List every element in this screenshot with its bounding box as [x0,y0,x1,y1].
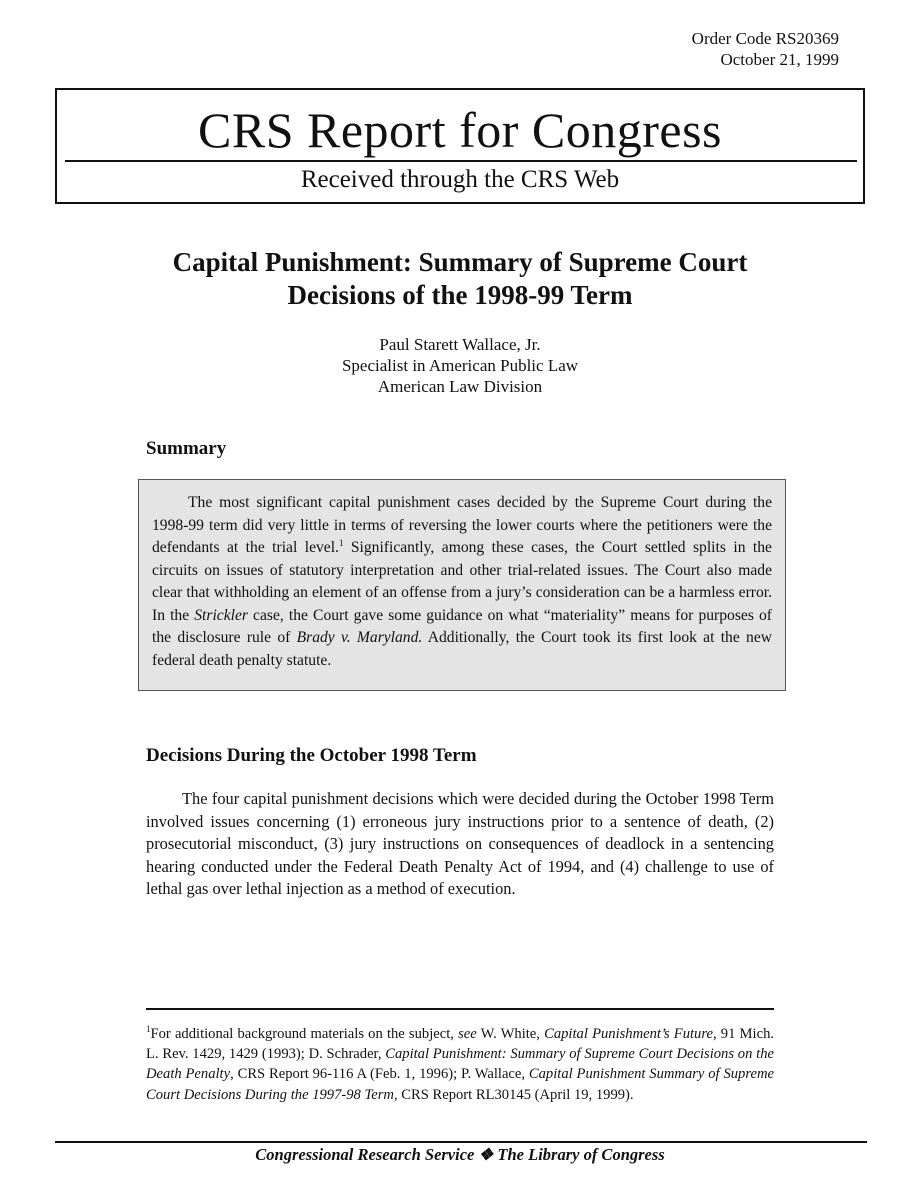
summary-paragraph [152,492,772,672]
document-title [100,246,820,312]
summary-text-2: Significantly, among these cases, the Court settled splits in the circuits on issues of statutory interpretation and other trial-related issues. The Court also made clear that withholding an element of an offense from a jury’s consideration can be a harmless error. In the [152,539,772,624]
report-header-subtitle: Received through the CRS Web [300,166,620,193]
footnote-ref-1: Capital Punishment’s Future [544,1026,713,1042]
report-header [55,88,865,204]
footnote-text-c: , 91 Mich. L. Rev. 1429, 1429 (1993); D. Schrader, [146,1026,775,1063]
author-division: American Law Division [377,377,543,396]
footnote-reference[interactable]: 1 [338,538,344,548]
footnote-text-b: W. White, [476,1026,545,1042]
footnote-divider [146,1008,774,1010]
order-code: Order Code RS20369 [691,29,839,48]
summary-text-4: Additionally, the Court took its first look at the new federal death penalty statute. [152,629,773,669]
footnote-text-a: For additional background materials on the subject, [150,1026,459,1042]
document-title-line1: Capital Punishment: Summary of Supreme Court [172,247,748,277]
footnote-text-d: , CRS Report 96-116 A (Feb. 1, 1996); P. Wallace, [230,1066,529,1083]
footnote-ref-3: Capital Punishment Summary of Supreme Court Decisions During the 1997-98 Term [146,1066,774,1103]
summary-box [138,479,786,691]
header-divider [65,160,857,162]
order-info [692,28,839,70]
summary-heading: Summary [146,438,227,459]
section-heading: Decisions During the October 1998 Term [146,745,477,766]
footnote-mark: 1 [146,1024,151,1034]
footnote [146,1024,774,1105]
footnote-ref-2: Capital Punishment: Summary of Supreme Court Decisions on the Death Penalty [146,1046,774,1083]
footer-divider [55,1141,867,1143]
author-title: Specialist in American Public Law [341,356,579,375]
report-header-title: CRS Report for Congress [198,102,722,158]
summary-text-1: The most significant capital punishment cases decided by the Supreme Court during the 1998-99 term did very little in terms of reversing the lower courts where the petitioners were the defendants at the trial level. [152,494,772,556]
author-block [200,334,720,397]
footnote-text-e: , CRS Report RL30145 (April 19, 1999). [393,1086,634,1103]
document-title-line2: Decisions of the 1998-99 Term [287,280,633,310]
author-name: Paul Starett Wallace, Jr. [379,335,541,354]
case-name-brady: Brady v. Maryland. [296,629,423,646]
summary-text-3: case, the Court gave some guidance on what “materiality” means for purposes of the disclosure rule of [152,606,772,646]
footer-text: Congressional Research Service ❖ The Library of Congress [255,1145,665,1164]
case-name-strickler: Strickler [194,606,248,624]
section-body: The four capital punishment decisions which were decided during the October 1998 Term involved issues concerning (1) erroneous jury instructions prior to a sentence of death, (2) prosecutorial misconduct, (3) jury instructions on consequences of deadlock in a sentencing hearing conducted under the Federal Death Penalty Act of 1994, and (4) challenge to use of lethal gas over lethal injection as a method of execution. [146,789,774,898]
order-date: October 21, 1999 [720,50,839,69]
footnote-see: see [458,1026,477,1042]
